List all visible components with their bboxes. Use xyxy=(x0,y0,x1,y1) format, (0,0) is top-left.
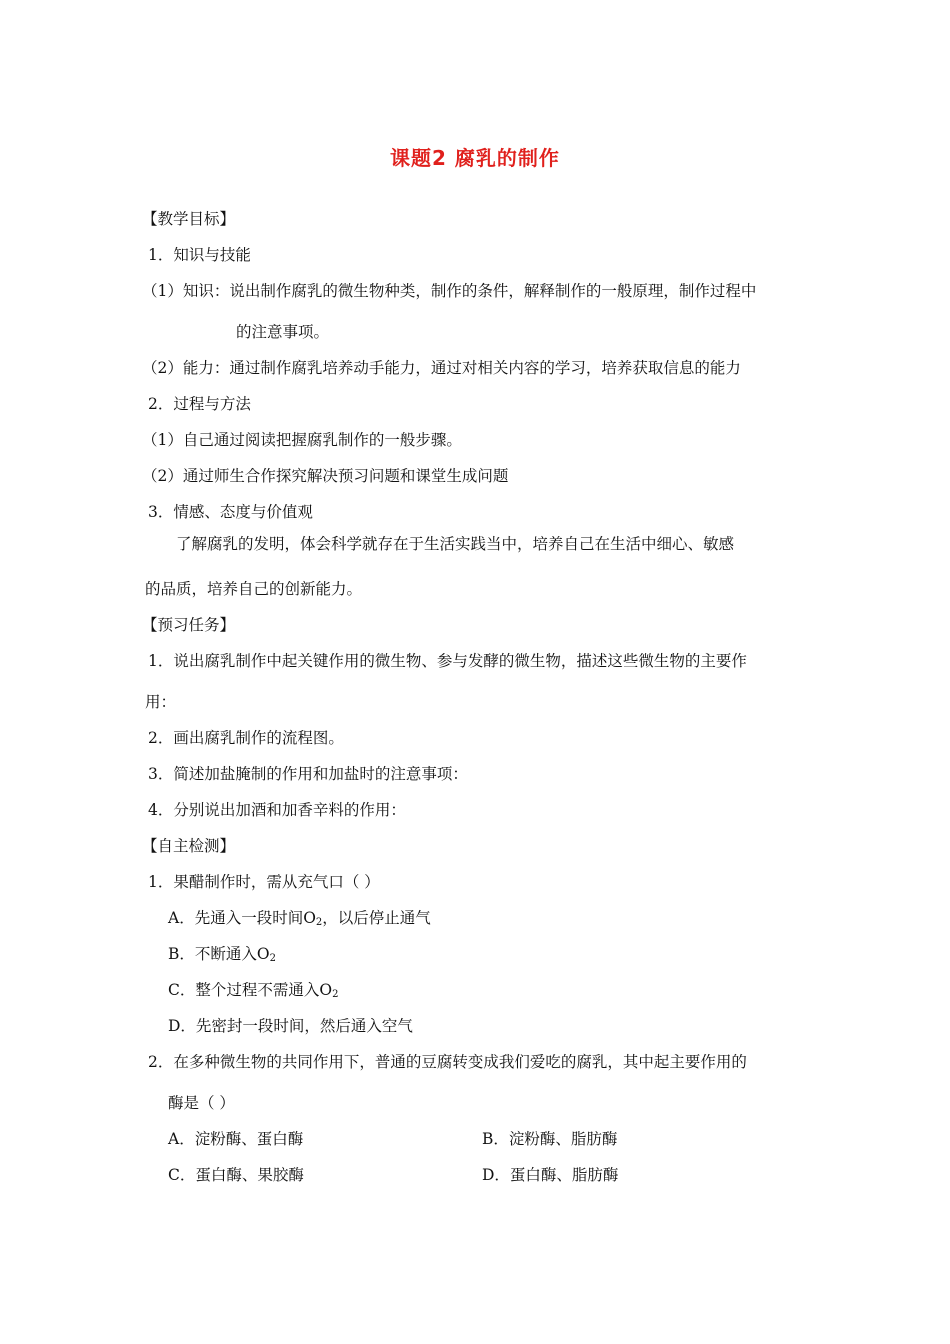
objective-2a: （1）自己通过阅读把握腐乳制作的一般步骤。 xyxy=(142,431,462,449)
question-2-line2: 酶是（ ） xyxy=(168,1094,235,1112)
question-2-option-c: C．蛋白酶、果胶酶 xyxy=(168,1166,304,1184)
preview-header: 【预习任务】 xyxy=(142,616,236,634)
objective-1-heading: 1．知识与技能 xyxy=(148,246,251,264)
question-1-option-a: A．先通入一段时间$O_2$，以后停止通气 xyxy=(168,909,431,928)
page-title: 课题2 腐乳的制作 xyxy=(390,146,560,170)
question-1-option-c: C．整个过程不需通入$O_2$ xyxy=(168,981,339,1000)
question-2-option-d: D．蛋白酶、脂肪酶 xyxy=(482,1166,619,1184)
objective-1a-line2: 的注意事项。 xyxy=(236,323,330,341)
question-2-option-a: A．淀粉酶、蛋白酶 xyxy=(168,1130,304,1148)
self-check-header: 【自主检测】 xyxy=(142,837,236,855)
objective-3-heading: 3．情感、态度与价值观 xyxy=(148,503,313,521)
objective-1b: （2）能力：通过制作腐乳培养动手能力，通过对相关内容的学习，培养获取信息的能力 xyxy=(142,359,741,377)
question-1-option-b: B．不断通入$O_2$ xyxy=(168,945,276,964)
objective-3a-line1: 了解腐乳的发明，体会科学就存在于生活实践当中，培养自己在生活中细心、敏感 xyxy=(176,535,735,553)
question-2-line1: 2．在多种微生物的共同作用下，普通的豆腐转变成我们爱吃的腐乳，其中起主要作用的 xyxy=(148,1053,747,1071)
question-1: 1．果醋制作时，需从充气口（ ） xyxy=(148,873,380,891)
preview-task-4: 4．分别说出加酒和加香辛料的作用： xyxy=(148,801,406,819)
objectives-header: 【教学目标】 xyxy=(142,210,236,228)
question-2-option-b: B．淀粉酶、脂肪酶 xyxy=(482,1130,618,1148)
preview-task-3: 3．简述加盐腌制的作用和加盐时的注意事项： xyxy=(148,765,468,783)
question-1-option-d: D．先密封一段时间，然后通入空气 xyxy=(168,1017,413,1035)
preview-task-1-line2: 用： xyxy=(145,693,177,711)
preview-task-2: 2．画出腐乳制作的流程图。 xyxy=(148,729,344,747)
preview-task-1-line1: 1．说出腐乳制作中起关键作用的微生物、参与发酵的微生物，描述这些微生物的主要作 xyxy=(148,652,747,670)
objective-2b: （2）通过师生合作探究解决预习问题和课堂生成问题 xyxy=(142,467,509,485)
objective-2-heading: 2．过程与方法 xyxy=(148,395,251,413)
objective-3a-line2: 的品质，培养自己的创新能力。 xyxy=(145,580,363,598)
objective-1a-line1: （1）知识：说出制作腐乳的微生物种类，制作的条件，解释制作的一般原理，制作过程中 xyxy=(142,282,757,300)
